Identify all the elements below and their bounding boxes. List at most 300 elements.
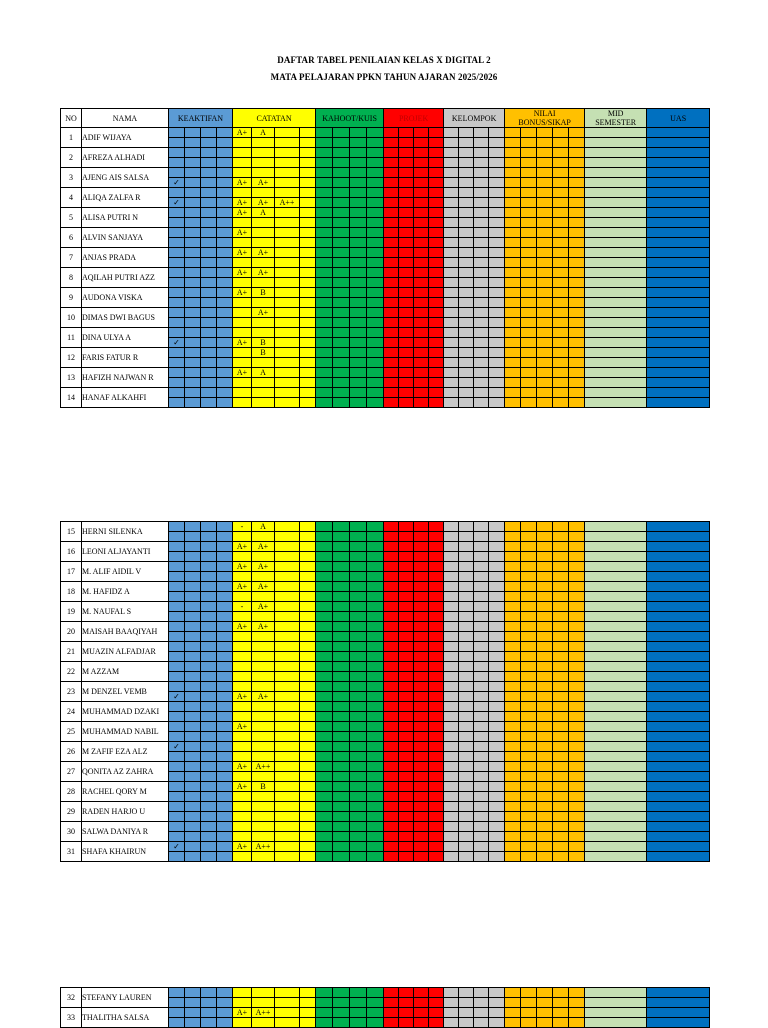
nilai-cell[interactable] xyxy=(569,732,585,742)
projek-cell[interactable] xyxy=(414,752,429,762)
catatan-grade-cell[interactable] xyxy=(252,722,275,732)
kelompok-cell[interactable] xyxy=(459,762,474,772)
kelompok-cell[interactable] xyxy=(459,1018,474,1028)
projek-cell[interactable] xyxy=(399,562,414,572)
kahoot-cell[interactable] xyxy=(350,358,367,368)
keaktifan-check-cell[interactable] xyxy=(169,1018,185,1028)
kahoot-cell[interactable] xyxy=(350,802,367,812)
kahoot-cell[interactable] xyxy=(316,338,333,348)
kahoot-cell[interactable] xyxy=(333,842,350,852)
keaktifan-cell[interactable] xyxy=(217,742,233,752)
projek-cell[interactable] xyxy=(399,592,414,602)
kelompok-cell[interactable] xyxy=(459,552,474,562)
projek-cell[interactable] xyxy=(429,198,444,208)
nilai-cell[interactable] xyxy=(537,188,553,198)
catatan-grade-cell[interactable] xyxy=(275,632,300,642)
kahoot-cell[interactable] xyxy=(367,632,384,642)
catatan-grade-cell[interactable] xyxy=(252,218,275,228)
kahoot-cell[interactable] xyxy=(367,722,384,732)
mid-cell[interactable] xyxy=(585,742,647,752)
kelompok-cell[interactable] xyxy=(489,198,505,208)
nilai-cell[interactable] xyxy=(521,562,537,572)
keaktifan-check-cell[interactable] xyxy=(169,328,185,338)
projek-cell[interactable] xyxy=(429,832,444,842)
mid-cell[interactable] xyxy=(585,328,647,338)
keaktifan-cell[interactable] xyxy=(217,582,233,592)
nilai-cell[interactable] xyxy=(505,398,521,408)
kahoot-cell[interactable] xyxy=(367,398,384,408)
keaktifan-cell[interactable] xyxy=(217,522,233,532)
nilai-cell[interactable] xyxy=(521,752,537,762)
kelompok-cell[interactable] xyxy=(474,178,489,188)
nilai-cell[interactable] xyxy=(569,692,585,702)
projek-cell[interactable] xyxy=(399,542,414,552)
kelompok-cell[interactable] xyxy=(474,218,489,228)
projek-cell[interactable] xyxy=(384,752,399,762)
projek-cell[interactable] xyxy=(399,522,414,532)
catatan-grade-cell[interactable] xyxy=(300,318,316,328)
nilai-cell[interactable] xyxy=(569,582,585,592)
projek-cell[interactable] xyxy=(384,552,399,562)
catatan-grade-cell[interactable] xyxy=(275,822,300,832)
keaktifan-cell[interactable] xyxy=(217,552,233,562)
keaktifan-cell[interactable] xyxy=(185,792,201,802)
kelompok-cell[interactable] xyxy=(474,562,489,572)
uas-cell[interactable] xyxy=(647,702,710,712)
nilai-cell[interactable] xyxy=(505,672,521,682)
projek-cell[interactable] xyxy=(429,138,444,148)
kelompok-cell[interactable] xyxy=(489,652,505,662)
kahoot-cell[interactable] xyxy=(333,148,350,158)
mid-cell[interactable] xyxy=(585,602,647,612)
uas-cell[interactable] xyxy=(647,552,710,562)
keaktifan-cell[interactable] xyxy=(201,562,217,572)
nilai-cell[interactable] xyxy=(537,178,553,188)
kelompok-cell[interactable] xyxy=(489,128,505,138)
keaktifan-cell[interactable] xyxy=(201,762,217,772)
kahoot-cell[interactable] xyxy=(350,178,367,188)
catatan-grade-cell[interactable] xyxy=(275,562,300,572)
kahoot-cell[interactable] xyxy=(350,822,367,832)
catatan-grade-cell[interactable] xyxy=(300,742,316,752)
kahoot-cell[interactable] xyxy=(316,782,333,792)
catatan-grade-cell[interactable] xyxy=(300,612,316,622)
mid-cell[interactable] xyxy=(585,842,647,852)
nilai-cell[interactable] xyxy=(537,278,553,288)
keaktifan-check-cell[interactable] xyxy=(169,228,185,238)
catatan-grade-cell[interactable] xyxy=(275,672,300,682)
catatan-grade-cell[interactable] xyxy=(252,148,275,158)
catatan-grade-cell[interactable] xyxy=(300,278,316,288)
kahoot-cell[interactable] xyxy=(316,128,333,138)
keaktifan-cell[interactable] xyxy=(201,812,217,822)
projek-cell[interactable] xyxy=(414,762,429,772)
projek-cell[interactable] xyxy=(399,852,414,862)
keaktifan-cell[interactable] xyxy=(185,268,201,278)
kahoot-cell[interactable] xyxy=(350,998,367,1008)
nilai-cell[interactable] xyxy=(553,178,569,188)
mid-cell[interactable] xyxy=(585,812,647,822)
nilai-cell[interactable] xyxy=(537,812,553,822)
projek-cell[interactable] xyxy=(384,622,399,632)
kelompok-cell[interactable] xyxy=(489,208,505,218)
catatan-grade-cell[interactable] xyxy=(275,682,300,692)
uas-cell[interactable] xyxy=(647,792,710,802)
keaktifan-cell[interactable] xyxy=(217,852,233,862)
kelompok-cell[interactable] xyxy=(489,398,505,408)
nilai-cell[interactable] xyxy=(569,158,585,168)
nilai-cell[interactable] xyxy=(537,592,553,602)
nilai-cell[interactable] xyxy=(521,792,537,802)
catatan-grade-cell[interactable] xyxy=(233,998,252,1008)
keaktifan-check-cell[interactable] xyxy=(169,138,185,148)
keaktifan-cell[interactable] xyxy=(217,722,233,732)
kahoot-cell[interactable] xyxy=(333,692,350,702)
uas-cell[interactable] xyxy=(647,612,710,622)
mid-cell[interactable] xyxy=(585,532,647,542)
nilai-cell[interactable] xyxy=(521,318,537,328)
keaktifan-cell[interactable] xyxy=(217,168,233,178)
kahoot-cell[interactable] xyxy=(316,378,333,388)
kahoot-cell[interactable] xyxy=(350,752,367,762)
nilai-cell[interactable] xyxy=(537,552,553,562)
kelompok-cell[interactable] xyxy=(459,852,474,862)
uas-cell[interactable] xyxy=(647,532,710,542)
kelompok-cell[interactable] xyxy=(489,158,505,168)
kelompok-cell[interactable] xyxy=(489,792,505,802)
kelompok-cell[interactable] xyxy=(459,348,474,358)
nilai-cell[interactable] xyxy=(569,338,585,348)
projek-cell[interactable] xyxy=(429,802,444,812)
projek-cell[interactable] xyxy=(414,148,429,158)
nilai-cell[interactable] xyxy=(553,832,569,842)
mid-cell[interactable] xyxy=(585,188,647,198)
catatan-grade-cell[interactable] xyxy=(300,388,316,398)
catatan-grade-cell[interactable] xyxy=(300,762,316,772)
nilai-cell[interactable] xyxy=(569,258,585,268)
kelompok-cell[interactable] xyxy=(489,662,505,672)
keaktifan-check-cell[interactable] xyxy=(169,672,185,682)
keaktifan-cell[interactable] xyxy=(217,1008,233,1018)
nilai-cell[interactable] xyxy=(553,742,569,752)
catatan-grade-cell[interactable] xyxy=(300,842,316,852)
kelompok-cell[interactable] xyxy=(474,988,489,998)
kelompok-cell[interactable] xyxy=(489,358,505,368)
nilai-cell[interactable] xyxy=(521,812,537,822)
keaktifan-cell[interactable] xyxy=(201,582,217,592)
projek-cell[interactable] xyxy=(414,128,429,138)
keaktifan-cell[interactable] xyxy=(217,338,233,348)
keaktifan-cell[interactable] xyxy=(201,592,217,602)
kahoot-cell[interactable] xyxy=(333,642,350,652)
catatan-grade-cell[interactable] xyxy=(275,378,300,388)
keaktifan-cell[interactable] xyxy=(201,522,217,532)
kahoot-cell[interactable] xyxy=(367,712,384,722)
kelompok-cell[interactable] xyxy=(459,682,474,692)
projek-cell[interactable] xyxy=(384,832,399,842)
kahoot-cell[interactable] xyxy=(333,622,350,632)
projek-cell[interactable] xyxy=(399,822,414,832)
catatan-grade-cell[interactable] xyxy=(275,552,300,562)
nilai-cell[interactable] xyxy=(537,398,553,408)
kahoot-cell[interactable] xyxy=(333,662,350,672)
kahoot-cell[interactable] xyxy=(333,348,350,358)
nilai-cell[interactable] xyxy=(521,822,537,832)
kelompok-cell[interactable] xyxy=(474,782,489,792)
keaktifan-check-cell[interactable] xyxy=(169,802,185,812)
kahoot-cell[interactable] xyxy=(316,812,333,822)
kahoot-cell[interactable] xyxy=(333,998,350,1008)
catatan-grade-cell[interactable] xyxy=(300,792,316,802)
catatan-grade-cell[interactable] xyxy=(233,652,252,662)
projek-cell[interactable] xyxy=(399,632,414,642)
nilai-cell[interactable] xyxy=(553,642,569,652)
kahoot-cell[interactable] xyxy=(316,328,333,338)
kahoot-cell[interactable] xyxy=(333,378,350,388)
kahoot-cell[interactable] xyxy=(350,522,367,532)
kelompok-cell[interactable] xyxy=(489,742,505,752)
keaktifan-cell[interactable] xyxy=(217,572,233,582)
kelompok-cell[interactable] xyxy=(444,228,459,238)
nilai-cell[interactable] xyxy=(505,522,521,532)
projek-cell[interactable] xyxy=(414,802,429,812)
projek-cell[interactable] xyxy=(414,812,429,822)
kahoot-cell[interactable] xyxy=(316,278,333,288)
kelompok-cell[interactable] xyxy=(444,822,459,832)
kahoot-cell[interactable] xyxy=(316,772,333,782)
projek-cell[interactable] xyxy=(429,752,444,762)
kelompok-cell[interactable] xyxy=(474,722,489,732)
catatan-grade-cell[interactable] xyxy=(275,168,300,178)
mid-cell[interactable] xyxy=(585,612,647,622)
kelompok-cell[interactable] xyxy=(489,672,505,682)
nilai-cell[interactable] xyxy=(537,532,553,542)
catatan-grade-cell[interactable]: A+ xyxy=(233,338,252,348)
uas-cell[interactable] xyxy=(647,258,710,268)
mid-cell[interactable] xyxy=(585,562,647,572)
projek-cell[interactable] xyxy=(384,178,399,188)
kahoot-cell[interactable] xyxy=(333,582,350,592)
keaktifan-cell[interactable] xyxy=(217,178,233,188)
keaktifan-cell[interactable] xyxy=(185,542,201,552)
projek-cell[interactable] xyxy=(399,148,414,158)
projek-cell[interactable] xyxy=(414,692,429,702)
kelompok-cell[interactable] xyxy=(489,298,505,308)
catatan-grade-cell[interactable] xyxy=(275,832,300,842)
catatan-grade-cell[interactable] xyxy=(233,592,252,602)
kahoot-cell[interactable] xyxy=(333,288,350,298)
kahoot-cell[interactable] xyxy=(333,712,350,722)
kahoot-cell[interactable] xyxy=(350,318,367,328)
kahoot-cell[interactable] xyxy=(367,602,384,612)
kahoot-cell[interactable] xyxy=(350,762,367,772)
projek-cell[interactable] xyxy=(384,682,399,692)
projek-cell[interactable] xyxy=(429,602,444,612)
nilai-cell[interactable] xyxy=(553,318,569,328)
mid-cell[interactable] xyxy=(585,178,647,188)
kelompok-cell[interactable] xyxy=(489,552,505,562)
nilai-cell[interactable] xyxy=(521,522,537,532)
kahoot-cell[interactable] xyxy=(350,702,367,712)
projek-cell[interactable] xyxy=(429,542,444,552)
projek-cell[interactable] xyxy=(429,692,444,702)
projek-cell[interactable] xyxy=(429,338,444,348)
projek-cell[interactable] xyxy=(414,218,429,228)
kelompok-cell[interactable] xyxy=(489,582,505,592)
kelompok-cell[interactable] xyxy=(489,602,505,612)
catatan-grade-cell[interactable] xyxy=(300,208,316,218)
kahoot-cell[interactable] xyxy=(333,318,350,328)
catatan-grade-cell[interactable] xyxy=(275,542,300,552)
nilai-cell[interactable] xyxy=(553,712,569,722)
nilai-cell[interactable] xyxy=(521,278,537,288)
kelompok-cell[interactable] xyxy=(474,268,489,278)
projek-cell[interactable] xyxy=(414,278,429,288)
projek-cell[interactable] xyxy=(399,1018,414,1028)
kelompok-cell[interactable] xyxy=(474,742,489,752)
keaktifan-cell[interactable] xyxy=(201,842,217,852)
keaktifan-cell[interactable] xyxy=(201,398,217,408)
kahoot-cell[interactable] xyxy=(350,268,367,278)
catatan-grade-cell[interactable] xyxy=(275,782,300,792)
kelompok-cell[interactable] xyxy=(444,712,459,722)
keaktifan-cell[interactable] xyxy=(185,592,201,602)
catatan-grade-cell[interactable] xyxy=(233,188,252,198)
kelompok-cell[interactable] xyxy=(474,752,489,762)
keaktifan-cell[interactable] xyxy=(201,328,217,338)
kelompok-cell[interactable] xyxy=(444,572,459,582)
nilai-cell[interactable] xyxy=(521,998,537,1008)
kelompok-cell[interactable] xyxy=(459,258,474,268)
catatan-grade-cell[interactable] xyxy=(252,228,275,238)
keaktifan-check-cell[interactable] xyxy=(169,378,185,388)
mid-cell[interactable] xyxy=(585,388,647,398)
kelompok-cell[interactable] xyxy=(474,552,489,562)
nilai-cell[interactable] xyxy=(521,158,537,168)
nilai-cell[interactable] xyxy=(505,552,521,562)
catatan-grade-cell[interactable] xyxy=(275,988,300,998)
kelompok-cell[interactable] xyxy=(459,248,474,258)
catatan-grade-cell[interactable] xyxy=(275,622,300,632)
kelompok-cell[interactable] xyxy=(444,1018,459,1028)
nilai-cell[interactable] xyxy=(505,308,521,318)
mid-cell[interactable] xyxy=(585,138,647,148)
projek-cell[interactable] xyxy=(384,998,399,1008)
kelompok-cell[interactable] xyxy=(489,238,505,248)
nilai-cell[interactable] xyxy=(505,318,521,328)
uas-cell[interactable] xyxy=(647,682,710,692)
kahoot-cell[interactable] xyxy=(350,188,367,198)
nilai-cell[interactable] xyxy=(569,328,585,338)
keaktifan-check-cell[interactable]: ✓ xyxy=(169,198,185,208)
nilai-cell[interactable] xyxy=(569,672,585,682)
projek-cell[interactable] xyxy=(384,772,399,782)
kahoot-cell[interactable] xyxy=(367,852,384,862)
kelompok-cell[interactable] xyxy=(474,378,489,388)
uas-cell[interactable] xyxy=(647,742,710,752)
keaktifan-cell[interactable] xyxy=(185,278,201,288)
nilai-cell[interactable] xyxy=(553,398,569,408)
keaktifan-check-cell[interactable] xyxy=(169,542,185,552)
projek-cell[interactable] xyxy=(429,178,444,188)
projek-cell[interactable] xyxy=(399,662,414,672)
catatan-grade-cell[interactable] xyxy=(300,712,316,722)
kahoot-cell[interactable] xyxy=(367,822,384,832)
catatan-grade-cell[interactable] xyxy=(300,822,316,832)
catatan-grade-cell[interactable] xyxy=(300,812,316,822)
uas-cell[interactable] xyxy=(647,692,710,702)
kelompok-cell[interactable] xyxy=(474,208,489,218)
kahoot-cell[interactable] xyxy=(316,612,333,622)
kelompok-cell[interactable] xyxy=(459,622,474,632)
nilai-cell[interactable] xyxy=(553,158,569,168)
kahoot-cell[interactable] xyxy=(367,532,384,542)
uas-cell[interactable] xyxy=(647,802,710,812)
kahoot-cell[interactable] xyxy=(316,148,333,158)
nilai-cell[interactable] xyxy=(553,752,569,762)
kelompok-cell[interactable] xyxy=(459,988,474,998)
keaktifan-cell[interactable] xyxy=(185,308,201,318)
projek-cell[interactable] xyxy=(399,722,414,732)
catatan-grade-cell[interactable] xyxy=(300,602,316,612)
nilai-cell[interactable] xyxy=(553,328,569,338)
nilai-cell[interactable] xyxy=(569,772,585,782)
nilai-cell[interactable] xyxy=(569,712,585,722)
kelompok-cell[interactable] xyxy=(474,762,489,772)
kahoot-cell[interactable] xyxy=(333,562,350,572)
catatan-grade-cell[interactable] xyxy=(275,742,300,752)
nilai-cell[interactable] xyxy=(521,582,537,592)
kelompok-cell[interactable] xyxy=(474,792,489,802)
keaktifan-cell[interactable] xyxy=(185,398,201,408)
nilai-cell[interactable] xyxy=(537,348,553,358)
projek-cell[interactable] xyxy=(399,378,414,388)
catatan-grade-cell[interactable] xyxy=(233,388,252,398)
nilai-cell[interactable] xyxy=(553,208,569,218)
projek-cell[interactable] xyxy=(429,652,444,662)
mid-cell[interactable] xyxy=(585,998,647,1008)
kahoot-cell[interactable] xyxy=(367,338,384,348)
kelompok-cell[interactable] xyxy=(489,998,505,1008)
keaktifan-cell[interactable] xyxy=(185,682,201,692)
kahoot-cell[interactable] xyxy=(350,348,367,358)
kelompok-cell[interactable] xyxy=(474,822,489,832)
kelompok-cell[interactable] xyxy=(489,268,505,278)
catatan-grade-cell[interactable] xyxy=(300,368,316,378)
kahoot-cell[interactable] xyxy=(350,662,367,672)
projek-cell[interactable] xyxy=(429,398,444,408)
kahoot-cell[interactable] xyxy=(333,168,350,178)
catatan-grade-cell[interactable]: A+ xyxy=(233,762,252,772)
uas-cell[interactable] xyxy=(647,1008,710,1018)
keaktifan-cell[interactable] xyxy=(185,532,201,542)
catatan-grade-cell[interactable] xyxy=(275,138,300,148)
kahoot-cell[interactable] xyxy=(367,692,384,702)
projek-cell[interactable] xyxy=(429,852,444,862)
projek-cell[interactable] xyxy=(429,128,444,138)
kahoot-cell[interactable] xyxy=(333,522,350,532)
projek-cell[interactable] xyxy=(414,732,429,742)
catatan-grade-cell[interactable]: A+ xyxy=(252,562,275,572)
kelompok-cell[interactable] xyxy=(489,328,505,338)
nilai-cell[interactable] xyxy=(569,792,585,802)
nilai-cell[interactable] xyxy=(537,582,553,592)
projek-cell[interactable] xyxy=(414,328,429,338)
catatan-grade-cell[interactable] xyxy=(252,662,275,672)
projek-cell[interactable] xyxy=(384,378,399,388)
keaktifan-check-cell[interactable] xyxy=(169,852,185,862)
kahoot-cell[interactable] xyxy=(350,218,367,228)
